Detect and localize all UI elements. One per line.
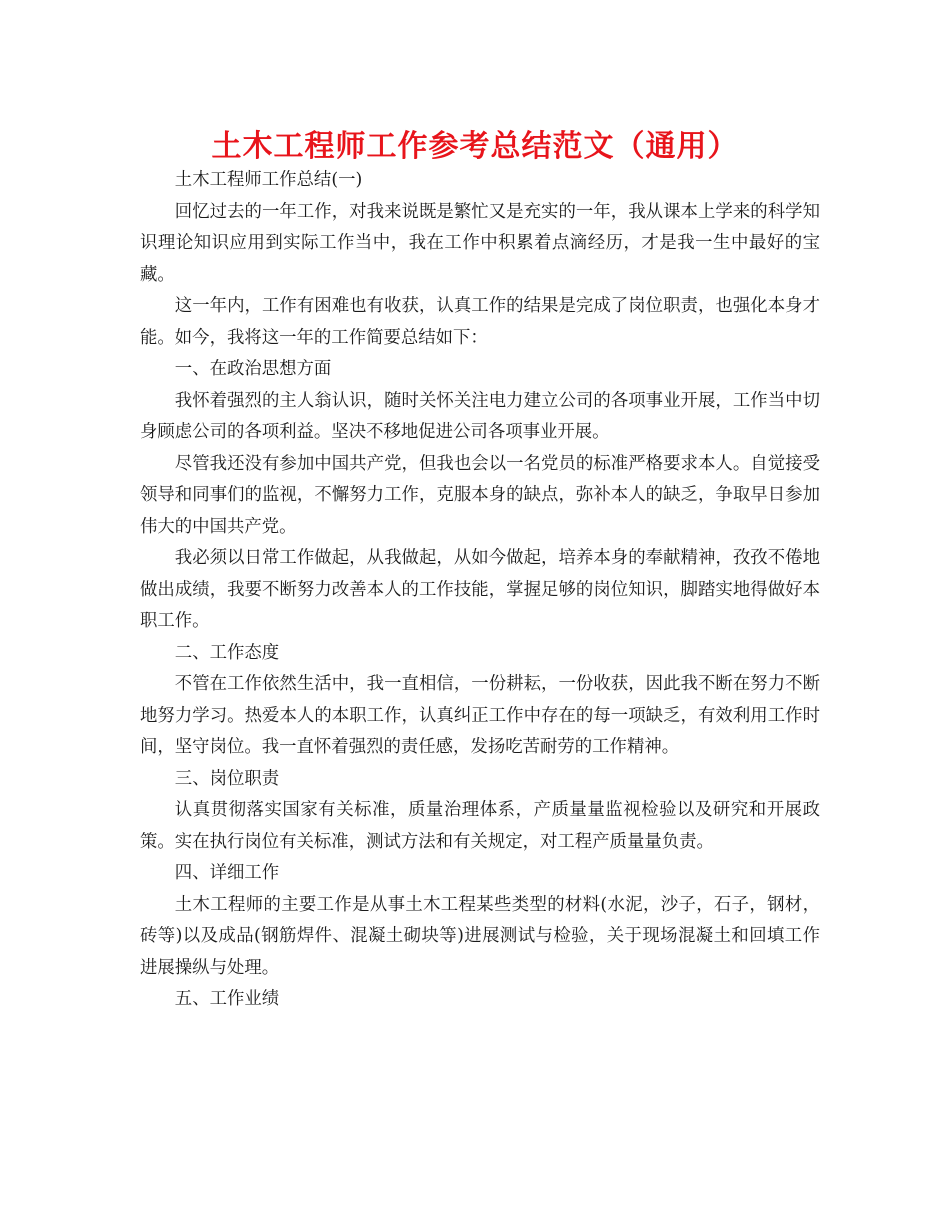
paragraph: 认真贯彻落实国家有关标准，质量治理体系，产质量量监视检验以及研究和开展政策。实在执行岗位有关标准，测试方法和有关规定，对工程产质量量负责。 [140, 800, 820, 852]
section-heading: 四、详细工作 [174, 863, 280, 883]
section-heading: 五、工作业绩 [174, 989, 280, 1009]
paragraph: 不管在工作依然生活中，我一直相信，一份耕耘，一份收获，因此我不断在努力不断地努力学习。热爱本人的本职工作，认真纠正工作中存在的每一项缺乏，有效利用工作时间，坚守岗位。我一直怀着强烈的责任感，发扬吃苦耐劳的工作精神。 [140, 674, 820, 757]
paragraph: 我必须以日常工作做起，从我做起，从如今做起，培养本身的奉献精神，孜孜不倦地做出成绩，我要不断努力改善本人的工作技能，掌握足够的岗位知识，脚踏实地得做好本职工作。 [140, 548, 820, 631]
paragraph: 尽管我还没有参加中国共产党，但我也会以一名党员的标准严格要求本人。自觉接受领导和同事们的监视，不懈努力工作，克服本身的缺点，弥补本人的缺乏，争取早日参加伟大的中国共产党。 [140, 453, 820, 537]
paragraph: 这一年内，工作有困难也有收获，认真工作的结果是完成了岗位职责，也强化本身才能。如今，我将这一年的工作简要总结如下： [140, 296, 820, 348]
document-body [140, 165, 820, 1016]
section-heading: 二、工作态度 [174, 642, 280, 663]
section-heading: 一、在政治思想方面 [174, 359, 332, 379]
paragraph: 土木工程师的主要工作是从事土木工程某些类型的材料(水泥，沙子，石子，钢材，砖等)以及成品(钢筋焊件、混凝土砌块等)进展测试与检验，关于现场混凝土和回填工作进展操纵与处理。 [140, 894, 820, 978]
section-heading: 三、岗位职责 [174, 768, 280, 789]
paragraph: 土木工程师工作总结(一) [174, 170, 363, 190]
document-title: 土木工程师工作参考总结范文（通用） [211, 129, 739, 164]
paragraph: 回忆过去的一年工作，对我来说既是繁忙又是充实的一年，我从课本上学来的科学知识理论知识应用到实际工作当中，我在工作中积累着点滴经历，才是我一生中最好的宝藏。 [140, 201, 820, 285]
paragraph: 我怀着强烈的主人翁认识，随时关怀关注电力建立公司的各项事业开展，工作当中切身顾虑公司的各项利益。坚决不移地促进公司各项事业开展。 [140, 390, 820, 442]
